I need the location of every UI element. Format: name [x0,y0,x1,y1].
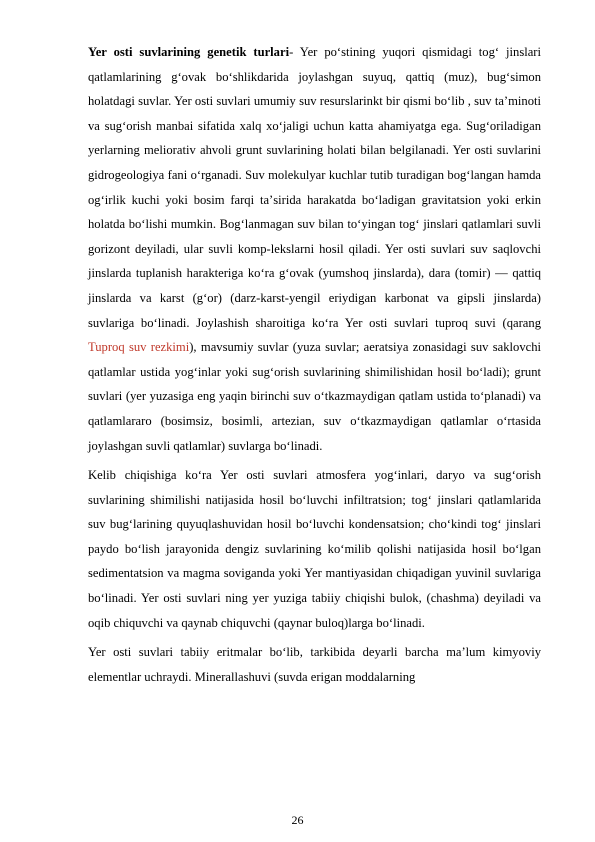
paragraph-origin: Kelib chiqishiga ko‘ra Yer osti suvlari atmosfera yog‘inlari, daryo va sug‘orish suvlarining shimilishi natijasida hosil bo‘luvchi infiltratsion; tog‘ jinslari qatlamlarida suv bug‘larining quyuqlashuvidan hosil bo‘luvchi kondensatsion; cho‘kindi tog‘ jinslari paydo bo‘lish jarayonida dengiz suvlarining ko‘milib qolishi natijasida hosil bo‘lgan sedimentatsion va magma soviganda yoki Yer mantiyasidan chiqadigan yuvinil suvlariga bo‘linadi. Yer osti suvlari ning yer yuziga tabiiy chiqishi bulok, (chashma) deyiladi va oqib chiquvchi va qaynab chiquvchi (qaynar buloq)larga bo‘linadi. [88,468,541,630]
document-body [88,40,541,689]
paragraph-composition: Yer osti suvlari tabiiy eritmalar bo‘lib, tarkibida deyarli barcha maʼlum kimyoviy elementlar uchraydi. Minerallashuvi (suvda erigan moddalarning [88,645,541,684]
page-number: 26 [291,813,304,827]
tuproq-suv-rezkimi-link[interactable]: Tuproq suv rezkimi [88,340,190,355]
paragraph-genetic-types [88,40,541,458]
paragraph-text: - Yer po‘stining yuqori qismidagi tog‘ jinslari qatlamlarining g‘ovak bo‘shlikdarida joylashgan suyuq, qattiq (muz), bug‘simon holatdagi suvlar. Yer osti suvlari umumiy suv resurslarinkt bir qismi bo‘lib , suv taʼminoti va sug‘orish manbai sifatida xalq xo‘jaligi uchun katta ahamiyatga ega. Sug‘oriladigan yerlarning meliorativ ahvoli grunt suvlarining holati bilan belgilanadi. Yer osti suvlarini gidrogeologiya fani o‘rganadi. Suv molekulyar kuchlar tutib turadigan bog‘langan hamda og‘irlik kuchi yoki bosim farqi taʼsirida harakatda bo‘ladigan gravitatsion yoki erkin holatda bo‘lishi mumkin. Bog‘lanmagan suv bilan to‘yingan tog‘ jinslari qatlamlari suvli gorizont deyiladi, ular suvli komp-lekslarni hosil qiladi. Yer osti suvlari suv saqlovchi jinslarda tuplanish harakteriga ko‘ra g‘ovak (yumshoq jinslarda), dara (tomir) — qattiq jinslarda va karst (g‘or) (darz-karst-yengil eriydigan karbonat va gipsli jinslarda) suvlariga bo‘linadi. Joylashish sharoitiga ko‘ra Yer osti suvlari tuproq suvi (qarang [88,45,541,330]
section-heading: Yer osti suvlarining genetik turlari [88,45,290,59]
paragraph-text-continued: ), mavsumiy suvlar (yuza suvlar; aeratsiya zonasidagi suv saklovchi qatlamlar ustida yog‘inlar yoki sug‘orish suvlarining shimilishidan hosil bo‘ladi); grunt suvlari (yer yuzasiga eng yaqin birinchi suv o‘tkazmaydigan qatlam ustida to‘planadi) va qatlamlararo (bosimsiz, bosimli, artezian, suv o‘tkazmaydigan qatlamlar o‘rtasida joylashgan suvli qatlamlar) suvlarga bo‘linadi. [88,340,541,453]
